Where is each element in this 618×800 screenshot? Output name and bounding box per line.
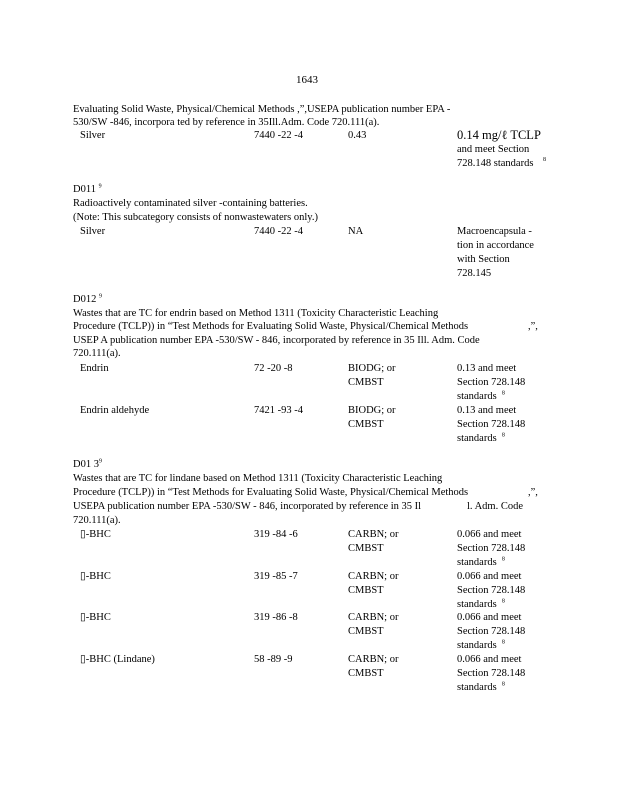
constituent-name: Silver <box>80 226 106 237</box>
footnote-marker: 9 <box>98 293 102 300</box>
d011-desc-1: Radioactively contaminated silver -containing batteries. <box>73 198 308 209</box>
footnote-marker: 8 <box>501 556 505 563</box>
standard-line-1: 0.13 and meet <box>457 405 517 416</box>
footnote-marker: 8 <box>501 639 505 646</box>
d012-desc-1: Wastes that are TC for endrin based on Method 1311 (Toxicity Characteristic Leaching <box>73 308 439 319</box>
technology-line-2: CMBST <box>348 377 384 388</box>
constituent-name: Silver <box>80 130 106 141</box>
standard-line-4: 728.145 <box>457 268 492 279</box>
standard-line-2: Section 728.148 <box>457 668 526 679</box>
intro-line-1: Evaluating Solid Waste, Physical/Chemical Methods ,”,USEPA publication number EPA - <box>73 104 451 115</box>
page-number: 1643 <box>296 74 318 86</box>
standards-text: standards <box>457 557 497 568</box>
d013-desc-3-end: l. Adm. Code <box>467 501 524 512</box>
constituent-name: ▯-BHC <box>80 571 111 582</box>
standard-line-2: Section 728.148 <box>457 585 526 596</box>
standards-text: standards <box>457 433 497 444</box>
footnote-marker: 8 <box>543 157 546 163</box>
technology-line-2: CMBST <box>348 543 384 554</box>
waste-code: D012 <box>73 294 97 305</box>
cas-number: 7440 -22 -4 <box>254 226 303 237</box>
standards-text: standards <box>457 391 497 402</box>
cas-number: 7440 -22 -4 <box>254 130 303 141</box>
d011-desc-2: (Note: This subcategory consists of nonwastewaters only.) <box>73 212 318 223</box>
cas-number: 72 -20 -8 <box>254 363 293 374</box>
standards-text: standards <box>457 640 497 651</box>
d012-desc-4: 720.111(a). <box>73 348 121 359</box>
d013-desc-2-end: ,”, <box>528 487 538 498</box>
standard-line-3 <box>457 390 505 404</box>
standard-line-3 <box>457 556 505 570</box>
concentration: 0.43 <box>348 130 367 141</box>
technology-line-1: CARBN; or <box>348 654 399 665</box>
technology-line-1: BIODG; or <box>348 363 396 374</box>
technology-line-1: CARBN; or <box>348 571 399 582</box>
d013-desc-3: USEPA publication number EPA -530/SW - 846, incorporated by reference in 35 Il <box>73 501 422 512</box>
constituent-name: ▯-BHC <box>80 529 111 540</box>
footnote-marker: 8 <box>501 598 505 605</box>
waste-code: D011 <box>73 184 96 195</box>
standard-line-3 <box>457 432 505 446</box>
d012-desc-2: Procedure (TCLP)) in “Test Methods for Evaluating Solid Waste, Physical/Chemical Methods <box>73 321 469 332</box>
waste-code-d013 <box>73 458 102 472</box>
standard-line-3: 728.148 standards <box>457 158 534 169</box>
standard-line-2: Section 728.148 <box>457 543 526 554</box>
constituent-name: ▯-BHC <box>80 612 111 623</box>
waste-code: D01 3 <box>73 459 99 470</box>
standard-line-2: and meet Section <box>457 144 530 155</box>
d013-desc-4: 720.111(a). <box>73 515 121 526</box>
standard-line-2: Section 728.148 <box>457 419 526 430</box>
constituent-name: Endrin <box>80 363 109 374</box>
constituent-name: Endrin aldehyde <box>80 405 150 416</box>
d013-desc-1: Wastes that are TC for lindane based on Method 1311 (Toxicity Characteristic Leaching <box>73 473 443 484</box>
standard-line-2: Section 728.148 <box>457 626 526 637</box>
d013-desc-2: Procedure (TCLP)) in “Test Methods for Evaluating Solid Waste, Physical/Chemical Methods <box>73 487 469 498</box>
standards-text: standards <box>457 682 497 693</box>
standard-line-1: Macroencapsula - <box>457 226 532 237</box>
footnote-marker: 8 <box>501 681 505 688</box>
waste-code-d011 <box>73 183 102 197</box>
standard-line-1: 0.066 and meet <box>457 571 522 582</box>
standard-line-3 <box>457 681 505 695</box>
standard-line-1: 0.066 and meet <box>457 529 522 540</box>
footnote-marker: 8 <box>501 432 505 439</box>
technology-line-2: CMBST <box>348 585 384 596</box>
constituent-name: ▯-BHC (Lindane) <box>80 654 155 665</box>
cas-number: 319 -84 -6 <box>254 529 298 540</box>
standard-line-3: with Section <box>457 254 510 265</box>
standards-text: standards <box>457 599 497 610</box>
cas-number: 319 -86 -8 <box>254 612 298 623</box>
standard-line-2: tion in accordance <box>457 240 534 251</box>
cas-number: 7421 -93 -4 <box>254 405 303 416</box>
standard-line-2: Section 728.148 <box>457 377 526 388</box>
cas-number: 319 -85 -7 <box>254 571 298 582</box>
standard-line-1: 0.066 and meet <box>457 612 522 623</box>
technology-line-1: CARBN; or <box>348 612 399 623</box>
standard-line-1: 0.14 mg/ℓ TCLP <box>457 128 541 142</box>
footnote-marker: 9 <box>98 183 102 190</box>
technology-line-2: CMBST <box>348 419 384 430</box>
technology-line-1: CARBN; or <box>348 529 399 540</box>
standard-line-3 <box>457 639 505 653</box>
intro-line-2: 530/SW -846, incorpora ted by reference in 35Ill.Adm. Code 720.111(a). <box>73 117 380 128</box>
technology-line-2: CMBST <box>348 626 384 637</box>
footnote-marker: 8 <box>501 390 505 397</box>
concentration: NA <box>348 226 364 237</box>
d012-desc-2-end: ,”, <box>528 321 538 332</box>
technology-line-2: CMBST <box>348 668 384 679</box>
footnote-marker: 9 <box>98 458 102 465</box>
standard-line-1: 0.13 and meet <box>457 363 517 374</box>
technology-line-1: BIODG; or <box>348 405 396 416</box>
d012-desc-3: USEP A publication number EPA -530/SW - 846, incorporated by reference in 35 Ill. Adm. Code <box>73 335 480 346</box>
standard-line-1: 0.066 and meet <box>457 654 522 665</box>
waste-code-d012 <box>73 293 102 307</box>
standard-line-3 <box>457 598 505 612</box>
cas-number: 58 -89 -9 <box>254 654 293 665</box>
